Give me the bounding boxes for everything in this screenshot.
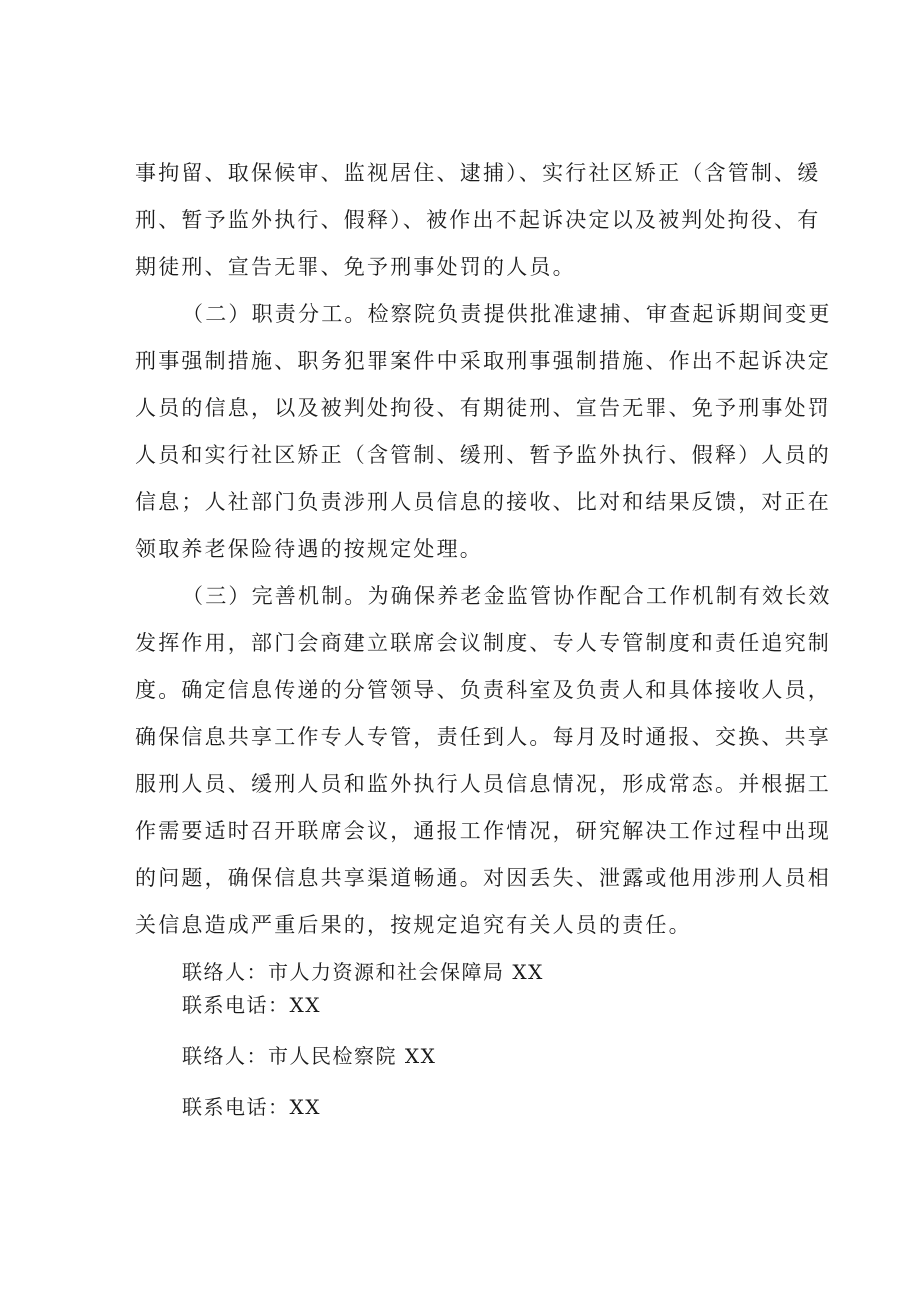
paragraph-2-line-3: 人员的信息，以及被判处拘役、有期徒刑、宣告无罪、免予刑事处罚 xyxy=(135,396,831,420)
contact-person-procuratorate: 联络人：市人民检察院 XX xyxy=(182,1044,437,1068)
paragraph-3-line-5: 服刑人员、缓刑人员和监外执行人员信息情况，形成常态。并根据工 xyxy=(135,772,831,796)
paragraph-2-line-1: （二）职责分工。检察院负责提供批准逮捕、审查起诉期间变更 xyxy=(182,302,832,326)
paragraph-2-line-4: 人员和实行社区矫正（含管制、缓刑、暂予监外执行、假释）人员的 xyxy=(135,443,831,467)
paragraph-1-line-2: 刑、暂予监外执行、假释）、被作出不起诉决定以及被判处拘役、有 xyxy=(135,208,821,232)
paragraph-3-line-4: 确保信息共享工作专人专管，责任到人。每月及时通报、交换、共享 xyxy=(135,725,831,749)
contact-phone-hr: 联系电话：XX xyxy=(182,993,321,1017)
paragraph-3-line-2: 发挥作用，部门会商建立联席会议制度、专人专管制度和责任追究制 xyxy=(135,631,831,655)
paragraph-3-line-8: 关信息造成严重后果的，按规定追究有关人员的责任。 xyxy=(135,913,692,937)
paragraph-2-line-5: 信息；人社部门负责涉刑人员信息的接收、比对和结果反馈，对正在 xyxy=(135,490,831,514)
paragraph-2-line-2: 刑事强制措施、职务犯罪案件中采取刑事强制措施、作出不起诉决定 xyxy=(135,349,831,373)
paragraph-2-line-6: 领取养老保险待遇的按规定处理。 xyxy=(135,537,483,561)
contact-phone-procuratorate: 联系电话：XX xyxy=(182,1095,321,1119)
paragraph-3-line-3: 度。确定信息传递的分管领导、负责科室及负责人和具体接收人员， xyxy=(135,678,831,702)
paragraph-1-line-1: 事拘留、取保候审、监视居住、逮捕）、实行社区矫正（含管制、缓 xyxy=(135,161,821,185)
paragraph-3-line-1: （三）完善机制。为确保养老金监管协作配合工作机制有效长效 xyxy=(182,584,832,608)
paragraph-3-line-6: 作需要适时召开联席会议，通报工作情况，研究解决工作过程中出现 xyxy=(135,819,831,843)
paragraph-3-line-7: 的问题，确保信息共享渠道畅通。对因丢失、泄露或他用涉刑人员相 xyxy=(135,866,831,890)
paragraph-1-line-3: 期徒刑、宣告无罪、免予刑事处罚的人员。 xyxy=(135,255,576,279)
contact-person-hr: 联络人：市人力资源和社会保障局 XX xyxy=(182,960,544,984)
